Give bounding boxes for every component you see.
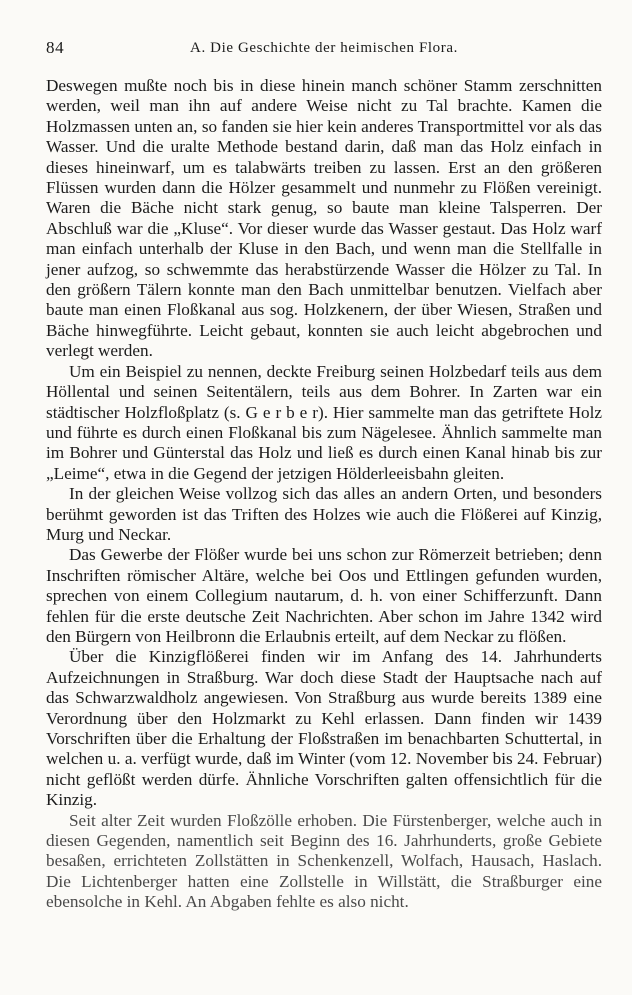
paragraph-4: Das Gewerbe der Flößer wurde bei uns schon zur Römerzeit betrieben; denn Inschriften römischer Altäre, welche bei Oos und Ettlingen gefunden wurden, sprechen von einem Collegium nautarum, d. h. von einer Schifferzunft. Dann fehlen für die erste deutsche Zeit Nachrichten. Aber schon im Jahre 1342 wird den Bürgern von Heilbronn die Erlaubnis erteilt, auf dem Neckar zu flößen.	[46, 545, 602, 646]
paragraph-3: In der gleichen Weise vollzog sich das alles an andern Orten, und besonders berühmt geworden ist das Triften des Holzes wie auch die Flößerei auf Kinzig, Murg und Neckar.	[46, 484, 602, 544]
paragraph-6: Seit alter Zeit wurden Floßzölle erhoben. Die Fürstenberger, welche auch in diesen Gegenden, namentlich seit Beginn des 16. Jahrhunderts, große Gebiete besaßen, errichteten Zollstätten in Schenkenzell, Wolfach, Hausach, Haslach. Die Lichtenberger hatten eine Zollstelle in Willstätt, die Straßburger eine ebensolche in Kehl. An Abgaben fehlte es also nicht.	[46, 810, 602, 912]
body-text	[46, 76, 602, 913]
page-header	[46, 38, 602, 62]
paragraph-2: Um ein Beispiel zu nennen, deckte Freiburg seinen Holzbedarf teils aus dem Höllental und seinen Seitentälern, teils aus dem Bohrer. In Zarten war ein städtischer Holzfloßplatz (s. G e r b e r). Hier sammelte man das getriftete Holz und führte es durch einen Floßkanal bis zum Nägelesee. Ähnlich sammelte man im Bohrer und Günterstal das Holz und ließ es durch einen Kanal hinab bis zur „Leime“, etwa in die Gegend der jetzigen Hölderleeisbahn gleiten.	[46, 361, 602, 483]
running-title: A. Die Geschichte der heimischen Flora.	[190, 40, 458, 56]
paragraph-5: Über die Kinzigflößerei finden wir im Anfang des 14. Jahrhunderts Aufzeichnungen in Straßburg. War doch diese Stadt der Hauptsache nach auf das Schwarzwaldholz angewiesen. Von Straßburg aus wurde bereits 1389 eine Verordnung über den Holzmarkt zu Kehl erlassen. Dann finden wir 1439 Vorschriften über die Erhaltung der Floßstraßen im benachbarten Schuttertal, in welchen u. a. verfügt wurde, daß im Winter (vom 12. November bis 24. Februar) nicht geflößt werden dürfe. Ähnliche Vorschriften galten offensichtlich für die Kinzig.	[46, 647, 602, 810]
paragraph-1: Deswegen mußte noch bis in diese hinein manch schöner Stamm zerschnitten werden, weil man ihn auf andere Weise nicht zu Tal brachte. Kamen die Holzmassen unten an, so fanden sie hier kein anderes Transportmittel vor als das Wasser. Und die uralte Methode bestand darin, daß man das Holz einfach in dieses hineinwarf, um es talabwärts treiben zu lassen. Erst an den größeren Flüssen wurden dann die Hölzer gesammelt und nunmehr zu Flößen vereinigt. Waren die Bäche nicht stark genug, so baute man kleine Talsperren. Der Abschluß war die „Kluse“. Vor dieser wurde das Wasser gestaut. Das Holz warf man einfach unterhalb der Kluse in den Bach, und wenn man die Stellfalle in jener aufzog, so schwemmte das herabstürzende Wasser die Hölzer zu Tal. In den größern Tälern konnte man den Bach unmittelbar benutzen. Vielfach aber baute man einen Floßkanal aus sog. Holzkenern, der über Wiesen, Straßen und Bäche hinwegführte. Leicht gebaut, konnten sie auch leicht abgebrochen und verlegt werden.	[46, 76, 602, 361]
page-number: 84	[46, 38, 65, 57]
